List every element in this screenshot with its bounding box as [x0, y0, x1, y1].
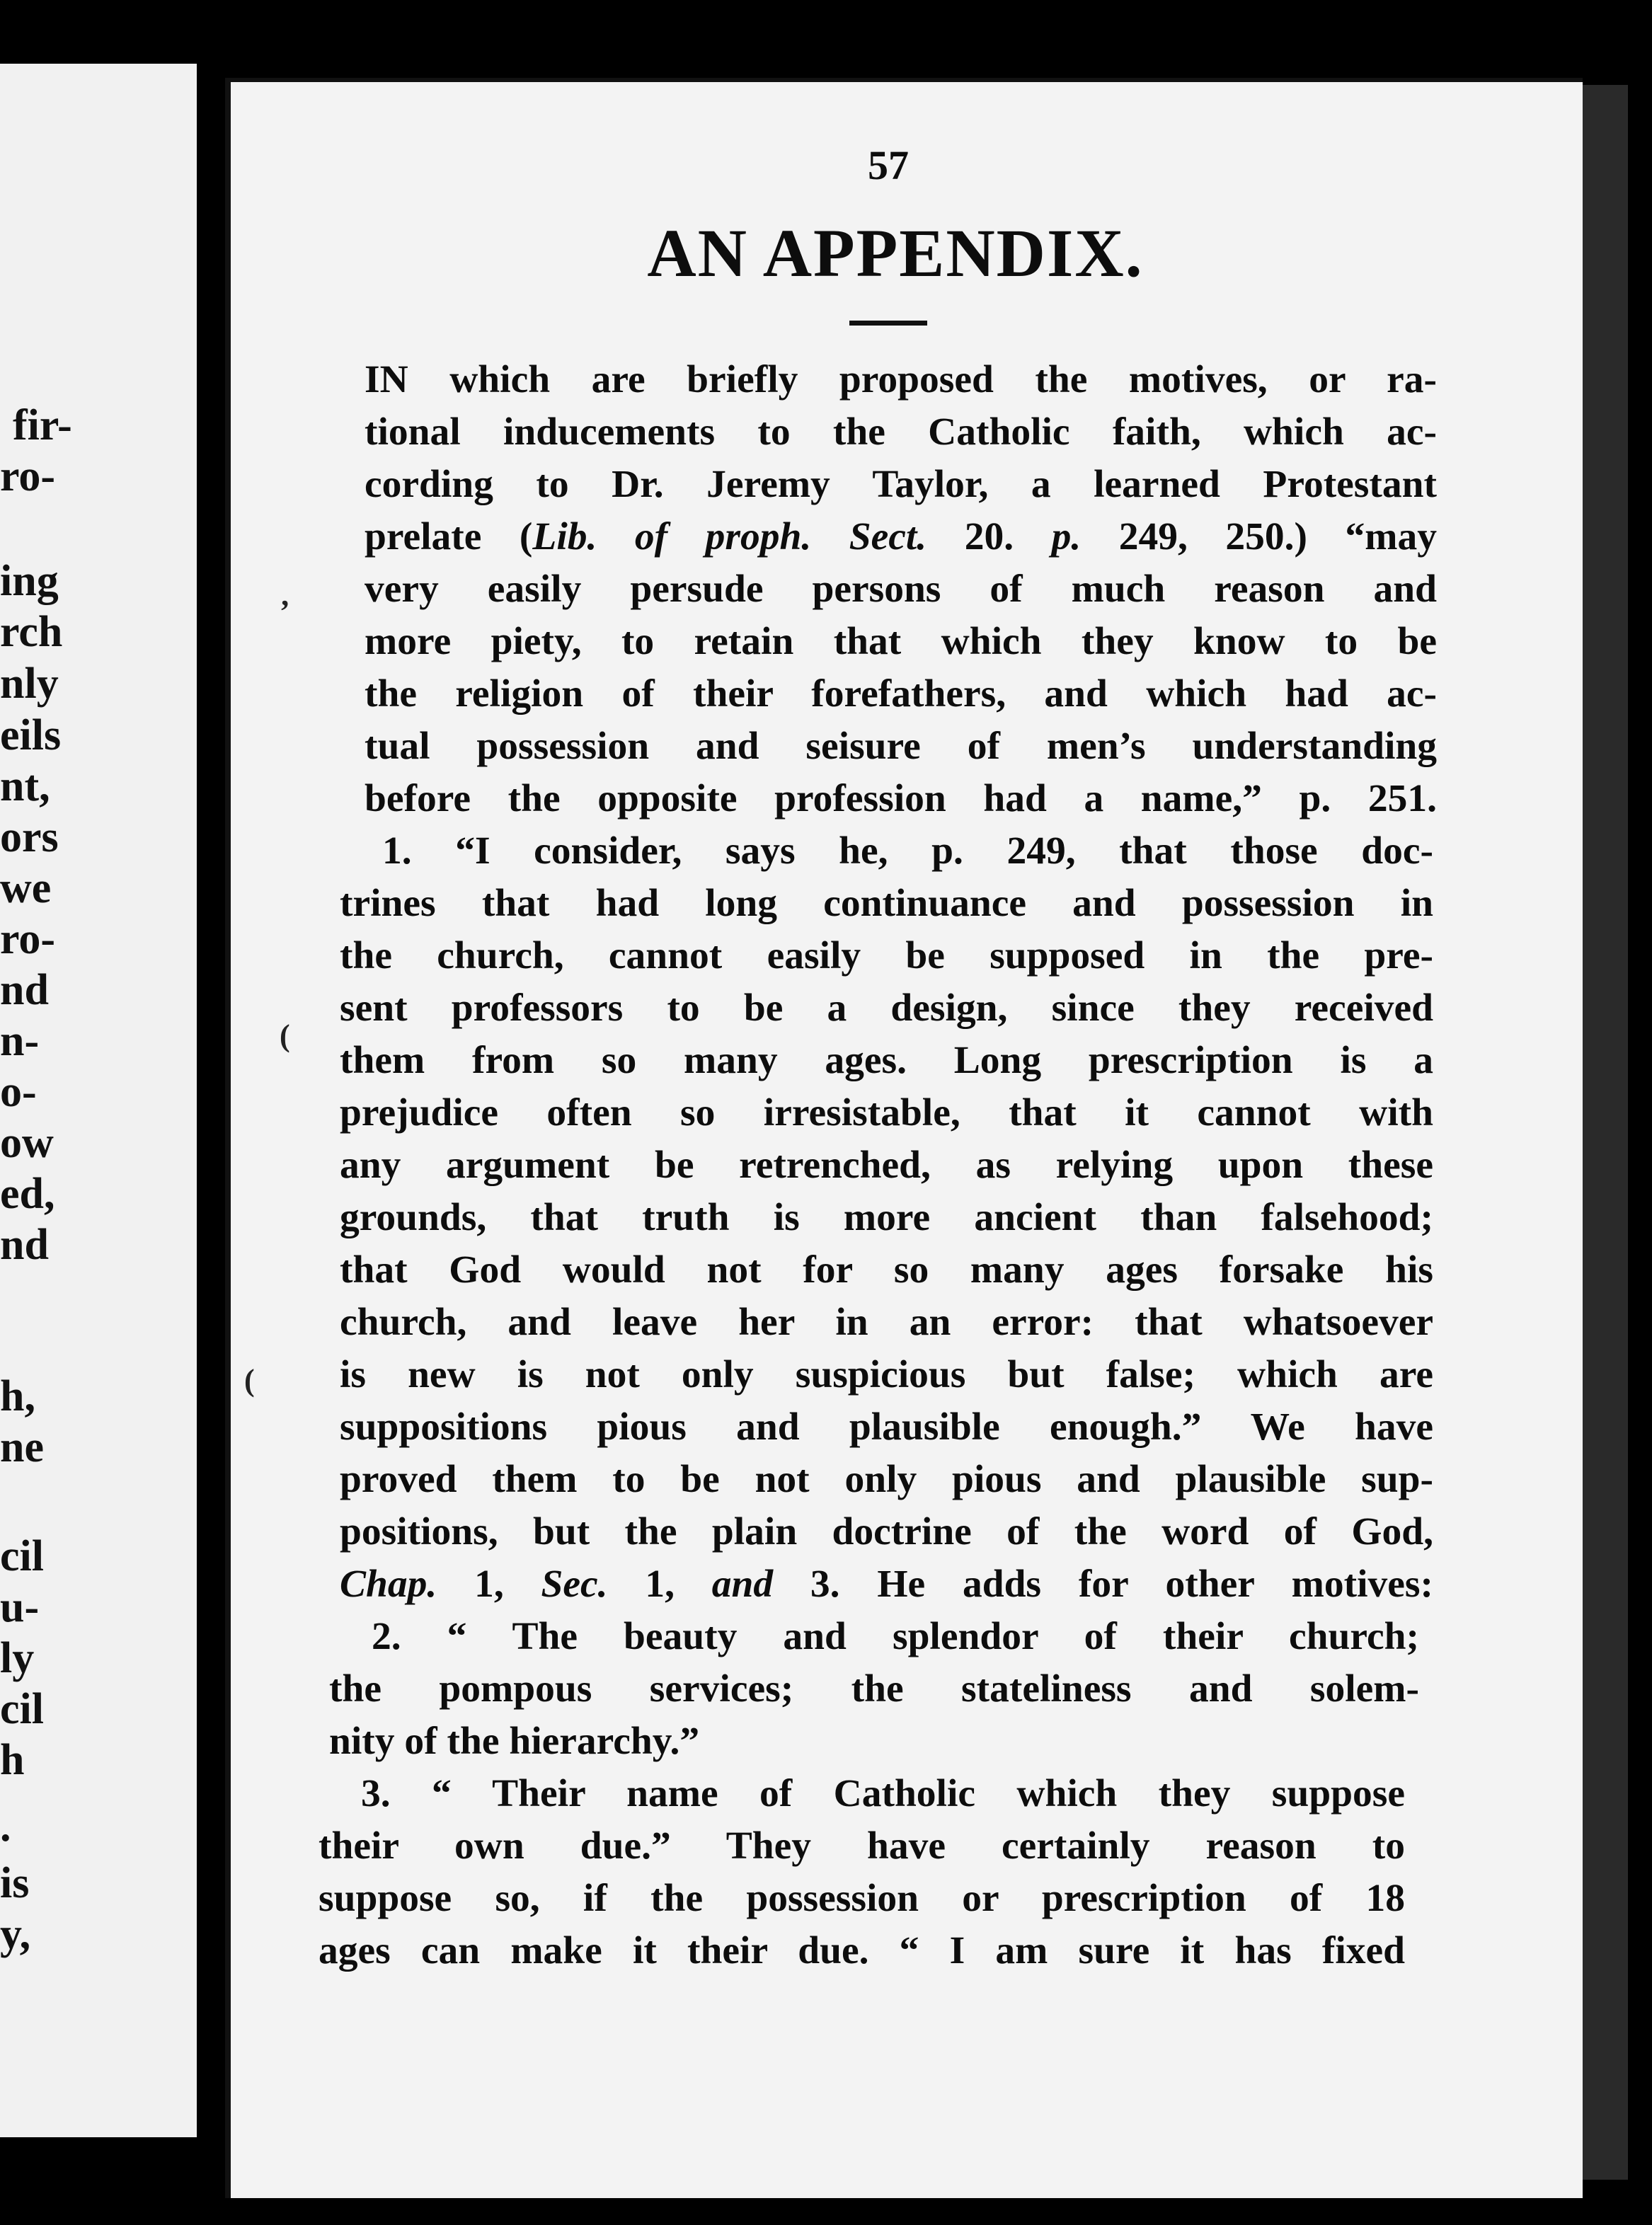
- text-line: the pompous services; the stateliness and solem-: [329, 1667, 1419, 1711]
- left-line-fragment: ing: [0, 557, 59, 605]
- text-fragment: 249, 250.) “may: [1081, 514, 1438, 558]
- text-line: suppositions pious and plausible enough.” We have: [340, 1405, 1433, 1449]
- text-line: prejudice often so irresistable, that it cannot with: [340, 1091, 1433, 1134]
- paragraph-motive-2: [311, 1611, 1419, 1768]
- text-line: suppose so, if the possession or prescription of 18: [319, 1876, 1405, 1920]
- left-line-fragment: nd: [0, 1221, 49, 1269]
- text-line: grounds, that truth is more ancient than falsehood;: [340, 1195, 1433, 1239]
- page-number: 57: [868, 142, 909, 188]
- text-line: trines that had long continuance and possession in: [340, 881, 1433, 925]
- text-line: sent professors to be a design, since they received: [340, 986, 1433, 1030]
- text-line: that God would not for so many ages forsake his: [340, 1248, 1433, 1292]
- left-line-fragment: nt,: [0, 762, 50, 810]
- text-line: [340, 1558, 1433, 1611]
- left-line-fragment: ro-: [0, 915, 56, 963]
- left-line-fragment: fir-: [13, 401, 72, 449]
- text-line: church, and leave her in an error: that whatsoever: [340, 1300, 1433, 1344]
- left-line-fragment: n-: [0, 1017, 40, 1065]
- text-fragment: 3. He adds for other motives:: [773, 1562, 1434, 1606]
- text-line: before the opposite profession had a name,” p. 251.: [365, 776, 1437, 820]
- left-line-fragment: h,: [0, 1372, 35, 1420]
- left-line-fragment: ed,: [0, 1170, 55, 1218]
- text-line: 3. “ Their name of Catholic which they suppose: [361, 1771, 1405, 1815]
- paragraph-motive-1: [311, 825, 1433, 1611]
- citation-italic: Lib. of proph. Sect.: [532, 514, 927, 558]
- title-divider: [849, 321, 927, 326]
- left-line-fragment: .: [0, 1803, 11, 1851]
- left-line-fragment: ne: [0, 1423, 44, 1471]
- left-line-fragment: eils: [0, 711, 62, 759]
- text-line: their own due.” They have certainly reason to: [319, 1824, 1405, 1868]
- text-line: [365, 511, 1437, 563]
- citation-italic: Chap.: [340, 1562, 437, 1606]
- margin-mark: (: [280, 1018, 290, 1053]
- left-line-fragment: h: [0, 1736, 25, 1784]
- text-line: very easily persude persons of much reason and: [365, 567, 1437, 611]
- text-line: 2. “ The beauty and splendor of their church;: [372, 1614, 1419, 1658]
- margin-mark: ’: [280, 594, 290, 628]
- citation-italic: p.: [1051, 514, 1082, 558]
- text-line: them from so many ages. Long prescription is a: [340, 1038, 1433, 1082]
- left-line-fragment: y,: [0, 1910, 31, 1958]
- text-fragment: 1,: [607, 1562, 712, 1606]
- left-facing-page: [0, 64, 197, 2137]
- left-line-fragment: ro-: [0, 452, 56, 500]
- text-line: ages can make it their due. “ I am sure it has fixed: [319, 1928, 1405, 1972]
- text-line: IN which are briefly proposed the motives, or ra-: [365, 357, 1437, 401]
- citation-italic: and: [711, 1562, 774, 1606]
- text-line: any argument be retrenched, as relying upon these: [340, 1143, 1433, 1187]
- left-line-fragment: u-: [0, 1583, 40, 1631]
- left-line-fragment: rch: [0, 608, 63, 656]
- text-line: the religion of their forefathers, and which had ac-: [365, 672, 1437, 715]
- left-line-fragment: ors: [0, 813, 59, 861]
- text-fragment: 1,: [437, 1562, 541, 1606]
- left-line-fragment: ow: [0, 1119, 54, 1167]
- intro-paragraph: [311, 354, 1437, 825]
- margin-mark: (: [244, 1363, 255, 1398]
- text-line: cording to Dr. Jeremy Taylor, a learned Protestant: [365, 462, 1437, 506]
- left-line-fragment: we: [0, 864, 52, 912]
- text-line: positions, but the plain doctrine of the word of God,: [340, 1510, 1433, 1553]
- citation-italic: Sec.: [541, 1562, 608, 1606]
- left-line-fragment: nd: [0, 966, 49, 1014]
- left-line-fragment: cil: [0, 1532, 44, 1580]
- left-line-fragment: is: [0, 1859, 30, 1907]
- text-line: tional inducements to the Catholic faith, which ac-: [365, 410, 1437, 454]
- text-line: 1. “I consider, says he, p. 249, that those doc-: [382, 829, 1433, 873]
- left-line-fragment: o-: [0, 1068, 37, 1116]
- left-line-fragment: ly: [0, 1634, 35, 1682]
- paragraph-motive-3: [311, 1768, 1405, 1977]
- left-line-fragment: cil: [0, 1685, 44, 1733]
- page-text-block: [311, 142, 1437, 1977]
- text-line: tual possession and seisure of men’s understanding: [365, 724, 1437, 768]
- text-line: is new is not only suspicious but false; which are: [340, 1352, 1433, 1396]
- page-title: AN APPENDIX.: [647, 215, 1144, 291]
- text-fragment: 20.: [927, 514, 1052, 558]
- text-line: nity of the hierarchy.”: [329, 1719, 700, 1763]
- left-line-fragment: nly: [0, 660, 59, 708]
- text-line: the church, cannot easily be supposed in the pre-: [340, 933, 1433, 977]
- text-line: more piety, to retain that which they know to be: [365, 619, 1437, 663]
- text-fragment: prelate (: [365, 514, 533, 558]
- text-line: proved them to be not only pious and plausible sup-: [340, 1457, 1433, 1501]
